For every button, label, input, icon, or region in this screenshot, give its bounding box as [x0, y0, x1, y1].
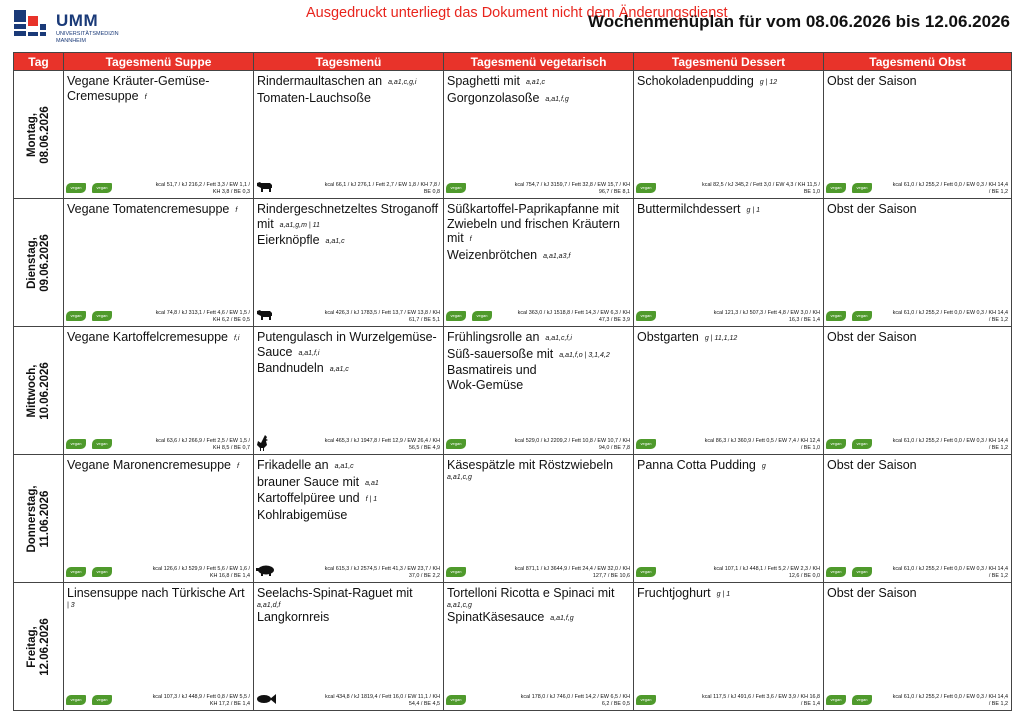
- date: 10.06.2026: [38, 361, 51, 420]
- vegan-leaf-icon: vegan: [92, 439, 112, 449]
- nutrition-info: kcal 61,0 / kJ 255,2 / Fett 0,0 / EW 0,3 / KH 14,4 / BE 1,2: [892, 310, 1008, 323]
- nutrition-info: kcal 434,8 / kJ 1819,4 / Fett 16,0 / EW 11,1 / KH 54,4 / BE 4,5: [325, 694, 440, 707]
- nutrition-info: kcal 615,3 / kJ 2574,5 / Fett 41,3 / EW 23,7 / KH 37,0 / BE 2,2: [324, 566, 440, 579]
- diet-icons: [636, 563, 662, 576]
- dish-line: [257, 491, 440, 508]
- menu-cell-main: [254, 199, 444, 327]
- vegan-leaf-icon: vegan: [92, 567, 112, 577]
- column-header-soup: Tagesmenü Suppe: [64, 53, 254, 71]
- diet-icons: [446, 179, 472, 192]
- fish-icon: [256, 691, 276, 709]
- dish-text: [444, 583, 633, 626]
- diet-icons: [256, 563, 276, 576]
- allergen-codes: a,a1,f,o | 3,1,4,2: [559, 351, 610, 359]
- diet-icons: [256, 691, 276, 704]
- diet-icons: [446, 307, 498, 320]
- dish-text: [444, 71, 633, 107]
- dish-line: [827, 74, 1008, 89]
- vegan-leaf-icon: vegan: [636, 183, 656, 193]
- dish-line: [637, 202, 820, 219]
- dish-name: Obst der Saison: [827, 74, 917, 88]
- dish-line: [827, 330, 1008, 345]
- dish-line: [257, 475, 440, 492]
- dish-line: [257, 202, 440, 217]
- day-cell: [14, 71, 64, 199]
- nutrition-info: kcal 363,0 / kJ 1518,8 / Fett 14,3 / EW 6,3 / KH 47,3 / BE 3,9: [517, 310, 630, 323]
- diet-icons: [826, 691, 878, 704]
- dish-name: Süßkartoffel-Paprikapfanne mit: [447, 202, 620, 216]
- column-header-dessert: Tagesmenü Dessert: [634, 53, 824, 71]
- dish-name: SpinatKäsesauce: [447, 609, 545, 624]
- diet-icons: [636, 307, 662, 320]
- weekday: Donnerstag,: [25, 484, 38, 553]
- vegan-leaf-icon: vegan: [446, 695, 466, 705]
- menu-cell-soup: [64, 71, 254, 199]
- menu-cell-fruit: [824, 455, 1012, 583]
- diet-icons: [66, 691, 118, 704]
- dish-line: [257, 233, 440, 250]
- nutrition-info: kcal 86,3 / kJ 360,9 / Fett 0,5 / EW 7,4 / KH 12,4 / BE 1,0: [704, 438, 820, 451]
- menu-header-row: [14, 53, 1012, 71]
- dish-line: [447, 378, 630, 393]
- menu-cell-vegetarian: [444, 455, 634, 583]
- dish-name: Weizenbrötchen: [447, 247, 538, 262]
- allergen-codes: a,a1,c: [329, 366, 349, 373]
- menu-cell-fruit: [824, 199, 1012, 327]
- menu-cell-vegetarian: [444, 583, 634, 711]
- day-label: [26, 485, 52, 552]
- dish-line: [257, 586, 440, 601]
- weekday: Montag,: [25, 112, 38, 157]
- vegan-leaf-icon: vegan: [852, 439, 872, 449]
- dish-line: [827, 458, 1008, 473]
- dish-text: [634, 199, 823, 219]
- nutrition-info: kcal 107,1 / kJ 448,1 / Fett 5,2 / EW 2,3 / KH 12,6 / BE 0,0: [713, 566, 820, 579]
- nutrition-info: kcal 66,1 / kJ 276,1 / Fett 2,7 / EW 1,8 / KH 7,8 / BE 0,8: [324, 182, 440, 195]
- allergen-codes: a,a1,f,g: [545, 95, 569, 103]
- dish-text: [254, 71, 443, 105]
- nutrition-info: kcal 465,3 / kJ 1947,8 / Fett 12,9 / EW 26,4 / KH 56,5 / BE 4,9: [324, 438, 440, 451]
- vegan-leaf-icon: vegan: [852, 311, 872, 321]
- umm-logo: [14, 10, 154, 50]
- vegan-leaf-icon: vegan: [826, 695, 846, 705]
- diet-icons: [826, 563, 878, 576]
- vegan-leaf-icon: vegan: [636, 439, 656, 449]
- dish-name: Eierknöpfle: [257, 233, 320, 247]
- dish-name: Kartoffelpüree und: [257, 491, 360, 505]
- menu-cell-soup: [64, 455, 254, 583]
- menu-cell-dessert: [634, 455, 824, 583]
- vegan-leaf-icon: vegan: [826, 439, 846, 449]
- dish-name: Linsensuppe nach Türkische Art: [67, 586, 245, 600]
- nutrition-info: kcal 426,3 / kJ 1783,5 / Fett 13,7 / EW 13,8 / KH 61,7 / BE 5,1: [324, 310, 440, 323]
- allergen-codes: a,a1,c,g: [447, 473, 472, 481]
- dish-line: [447, 91, 630, 108]
- day-label: [26, 234, 52, 292]
- column-header-day: Tag: [14, 53, 64, 71]
- vegan-leaf-icon: vegan: [852, 183, 872, 193]
- dish-line: [257, 74, 440, 91]
- column-header-vegetarian: Tagesmenü vegetarisch: [444, 53, 634, 71]
- menu-cell-main: [254, 583, 444, 711]
- allergen-codes: a,a1,f,g: [550, 614, 574, 622]
- menu-cell-dessert: [634, 199, 824, 327]
- dish-line: [67, 202, 250, 219]
- dish-line: [257, 91, 440, 106]
- dish-name: Cremesuppe: [67, 88, 139, 103]
- dish-name: mit: [257, 216, 274, 231]
- vegan-leaf-icon: vegan: [66, 567, 86, 577]
- menu-cell-vegetarian: [444, 199, 634, 327]
- day-row: [14, 71, 1012, 199]
- allergen-codes: a,a1,a3,f: [543, 252, 571, 260]
- logo-subtitle: UNIVERSITÄTSMEDIZIN MANNHEIM: [56, 31, 119, 44]
- vegan-leaf-icon: vegan: [66, 439, 86, 449]
- dish-name: Langkornreis: [257, 609, 330, 624]
- dish-text: [254, 199, 443, 250]
- vegan-leaf-icon: vegan: [636, 695, 656, 705]
- dish-name: Zwiebeln und frischen Kräutern: [447, 216, 621, 231]
- nutrition-info: kcal 121,3 / kJ 507,3 / Fett 4,8 / EW 3,0 / KH 16,3 / BE 1,4: [713, 310, 820, 323]
- cow-icon: [256, 179, 274, 197]
- vegan-leaf-icon: vegan: [852, 695, 872, 705]
- dish-name: Buttermilchdessert: [637, 202, 741, 216]
- dish-name: Rindermaultaschen an: [257, 74, 383, 88]
- dish-line: [447, 363, 630, 378]
- date: 11.06.2026: [38, 490, 51, 547]
- allergen-codes: a,a1,d,f: [257, 601, 281, 609]
- dish-line: [447, 217, 630, 232]
- date: 08.06.2026: [38, 105, 51, 164]
- vegan-leaf-icon: vegan: [826, 311, 846, 321]
- date: 09.06.2026: [38, 233, 51, 292]
- chicken-icon: [256, 435, 270, 456]
- nutrition-info: kcal 61,0 / kJ 255,2 / Fett 0,0 / EW 0,3 / KH 14,4 / BE 1,2: [892, 182, 1008, 195]
- weekday: Mittwoch,: [25, 363, 38, 418]
- allergen-codes: f: [469, 236, 472, 243]
- menu-cell-main: [254, 327, 444, 455]
- menu-cell-dessert: [634, 583, 824, 711]
- diet-icons: [256, 307, 274, 320]
- dish-line: [257, 330, 440, 345]
- vegan-leaf-icon: vegan: [66, 311, 86, 321]
- vegan-leaf-icon: vegan: [446, 183, 466, 193]
- diet-icons: [446, 435, 472, 448]
- dish-line: [447, 347, 630, 364]
- dish-line: [257, 217, 440, 234]
- dish-text: [634, 71, 823, 91]
- vegan-leaf-icon: vegan: [446, 567, 466, 577]
- dish-line: [447, 610, 630, 627]
- allergen-codes: a,a1,c: [525, 79, 546, 86]
- dish-name: Vegane Tomatencremesuppe: [67, 202, 230, 216]
- cow-icon: [256, 307, 274, 325]
- menu-cell-fruit: [824, 327, 1012, 455]
- dish-name: mit: [447, 231, 464, 245]
- menu-cell-soup: [64, 199, 254, 327]
- dish-text: [254, 327, 443, 378]
- day-cell: [14, 455, 64, 583]
- dish-text: [824, 327, 1011, 345]
- dish-line: [827, 202, 1008, 217]
- menu-table: [13, 52, 1012, 711]
- dish-text: [254, 583, 443, 624]
- dish-name: Vegane Maronencremesuppe: [67, 458, 232, 472]
- vegan-leaf-icon: vegan: [92, 695, 112, 705]
- dish-name: Obst der Saison: [827, 202, 917, 216]
- allergen-codes: g: [761, 463, 766, 470]
- dish-name: Vegane Kräuter-Gemüse-: [67, 74, 210, 88]
- vegan-leaf-icon: vegan: [636, 567, 656, 577]
- dish-name: Kohlrabigemüse: [257, 507, 348, 522]
- dish-name: Gorgonzolasoße: [447, 90, 540, 105]
- dish-name: Wok-Gemüse: [447, 377, 524, 392]
- dish-line: [827, 586, 1008, 601]
- menu-cell-fruit: [824, 71, 1012, 199]
- vegan-leaf-icon: vegan: [92, 183, 112, 193]
- dish-line: [447, 458, 630, 473]
- dish-line: [447, 202, 630, 217]
- dish-name: Bandnudeln: [257, 361, 324, 375]
- dish-name: Käsespätzle mit Röstzwiebeln: [447, 458, 614, 472]
- diet-icons: [256, 435, 270, 448]
- dish-line: [637, 330, 820, 347]
- dish-name: Sauce: [257, 344, 293, 359]
- diet-icons: [826, 307, 878, 320]
- dish-line: [637, 586, 820, 603]
- dish-text: [824, 71, 1011, 89]
- nutrition-info: kcal 74,8 / kJ 313,1 / Fett 4,6 / EW 1,5 / KH 6,2 / BE 0,5: [155, 310, 250, 323]
- vegan-leaf-icon: vegan: [826, 183, 846, 193]
- nutrition-info: kcal 754,7 / kJ 3159,7 / Fett 32,8 / EW 15,7 / KH 96,7 / BE 8,1: [514, 182, 630, 195]
- day-row: [14, 455, 1012, 583]
- diet-icons: [446, 563, 472, 576]
- dish-name: Seelachs-Spinat-Raguet mit: [257, 586, 413, 600]
- dish-text: [64, 455, 253, 475]
- vegan-leaf-icon: vegan: [446, 439, 466, 449]
- day-label: [26, 106, 52, 164]
- diet-icons: [636, 179, 662, 192]
- umm-logo-mark: [14, 10, 52, 44]
- vegan-leaf-icon: vegan: [92, 311, 112, 321]
- menu-cell-vegetarian: [444, 71, 634, 199]
- dish-name: Süß-sauersoße mit: [447, 346, 554, 361]
- allergen-codes: f | 1: [365, 496, 378, 503]
- nutrition-info: kcal 63,6 / kJ 266,9 / Fett 2,5 / EW 1,5 / KH 8,5 / BE 0,7: [155, 438, 250, 451]
- dish-name: Frühlingsrolle an: [447, 330, 540, 344]
- allergen-codes: a,a1,c,g: [447, 601, 472, 609]
- dish-line: [447, 586, 630, 601]
- allergen-codes: a,a1,c: [325, 238, 345, 245]
- dish-text: [824, 199, 1011, 217]
- dish-name: Schokoladenpudding: [637, 74, 754, 88]
- nutrition-info: kcal 126,6 / kJ 529,9 / Fett 5,6 / EW 1,6 / KH 16,8 / BE 1,4: [152, 566, 250, 579]
- nutrition-info: kcal 61,0 / kJ 255,2 / Fett 0,0 / EW 0,3 / KH 14,4 / BE 1,2: [892, 566, 1008, 579]
- dish-name: Rindergeschnetzeltes Stroganoff: [257, 202, 439, 216]
- vegan-leaf-icon: vegan: [66, 695, 86, 705]
- diet-icons: [636, 435, 662, 448]
- dish-text: [634, 583, 823, 603]
- vegan-leaf-icon: vegan: [826, 567, 846, 577]
- dish-text: [444, 327, 633, 392]
- dish-line: [447, 231, 630, 248]
- dish-name: Putengulasch in Wurzelgemüse-: [257, 330, 437, 344]
- dish-name: Obst der Saison: [827, 458, 917, 472]
- dish-name: Frikadelle an: [257, 458, 329, 472]
- column-header-fruit: Tagesmenü Obst: [824, 53, 1012, 71]
- vegan-leaf-icon: vegan: [636, 311, 656, 321]
- day-cell: [14, 327, 64, 455]
- allergen-codes: g | 1: [716, 591, 731, 598]
- menu-cell-main: [254, 455, 444, 583]
- dish-text: [824, 455, 1011, 473]
- nutrition-info: kcal 117,5 / kJ 491,6 / Fett 3,6 / EW 3,9 / KH 16,8 / BE 1,4: [702, 694, 820, 707]
- allergen-codes: f: [144, 93, 147, 101]
- date: 12.06.2026: [38, 617, 51, 676]
- nutrition-info: kcal 61,0 / kJ 255,2 / Fett 0,0 / EW 0,3 / KH 14,4 / BE 1,2: [892, 438, 1008, 451]
- dish-text: [64, 71, 253, 105]
- nutrition-info: kcal 61,0 / kJ 255,2 / Fett 0,0 / EW 0,3 / KH 14,4 / BE 1,2: [892, 694, 1008, 707]
- menu-cell-dessert: [634, 71, 824, 199]
- diet-icons: [256, 179, 274, 192]
- allergen-codes: | 3: [67, 601, 75, 609]
- nutrition-info: kcal 529,0 / kJ 2209,2 / Fett 10,8 / EW 10,7 / KH 94,0 / BE 7,8: [514, 438, 630, 451]
- vegan-leaf-icon: vegan: [852, 567, 872, 577]
- day-label: [26, 362, 52, 420]
- dish-name: Obstgarten: [637, 330, 699, 344]
- dish-line: [67, 458, 250, 475]
- dish-text: [254, 455, 443, 522]
- page-title: Wochenmenüplan für vom 08.06.2026 bis 12.06.2026: [587, 12, 1010, 31]
- weekday: Dienstag,: [25, 236, 38, 289]
- menu-cell-main: [254, 71, 444, 199]
- diet-icons: [66, 179, 118, 192]
- day-row: [14, 583, 1012, 711]
- vegan-leaf-icon: vegan: [472, 311, 492, 321]
- diet-icons: [66, 307, 118, 320]
- nutrition-info: kcal 871,1 / kJ 3644,9 / Fett 24,4 / EW 32,0 / KH 127,7 / BE 10,6: [514, 566, 630, 579]
- column-header-main: Tagesmenü: [254, 53, 444, 71]
- nutrition-info: kcal 178,0 / kJ 746,0 / Fett 14,2 / EW 6,5 / KH 6,2 / BE 0,5: [520, 694, 630, 707]
- allergen-codes: a,a1: [365, 479, 379, 487]
- allergen-codes: g | 12: [759, 79, 778, 86]
- menu-cell-vegetarian: [444, 327, 634, 455]
- dish-text: [634, 455, 823, 475]
- dish-name: Panna Cotta Pudding: [637, 458, 756, 472]
- dish-line: [257, 345, 440, 362]
- day-row: [14, 327, 1012, 455]
- change-notice: Ausgedruckt unterliegt das Dokument nicht dem Änderungsdienst: [306, 5, 728, 21]
- dish-name: Basmatireis und: [447, 363, 537, 377]
- diet-icons: [66, 435, 118, 448]
- dish-name: Spaghetti mit: [447, 74, 520, 88]
- allergen-codes: g | 1: [746, 207, 761, 214]
- menu-cell-soup: [64, 327, 254, 455]
- logo-name: UMM: [56, 11, 99, 30]
- allergen-codes: f: [235, 207, 238, 214]
- dish-line: [67, 89, 250, 106]
- nutrition-info: kcal 51,7 / kJ 216,2 / Fett 3,3 / EW 1,1 / KH 3,8 / BE 0,3: [155, 182, 250, 195]
- pig-icon: [256, 563, 276, 581]
- dish-line: [257, 610, 440, 625]
- dish-name: brauner Sauce mit: [257, 474, 360, 489]
- dish-name: Fruchtjoghurt: [637, 586, 711, 600]
- allergen-codes: a,a1,c,g,i: [388, 79, 417, 86]
- dish-line: [67, 586, 250, 601]
- dish-text: [634, 327, 823, 347]
- diet-icons: [636, 691, 662, 704]
- day-row: [14, 199, 1012, 327]
- dish-name: Obst der Saison: [827, 586, 917, 600]
- dish-line: [447, 330, 630, 347]
- dish-name: Vegane Kartoffelcremesuppe: [67, 330, 228, 344]
- day-cell: [14, 583, 64, 711]
- allergen-codes: a,a1,c,f,i: [545, 335, 572, 342]
- nutrition-info: kcal 82,5 / kJ 345,2 / Fett 3,0 / EW 4,3 / KH 11,5 / BE 1,0: [702, 182, 820, 195]
- dish-text: [64, 199, 253, 219]
- diet-icons: [826, 435, 878, 448]
- nutrition-info: kcal 107,3 / kJ 448,9 / Fett 0,8 / EW 5,5 / KH 17,2 / BE 1,4: [152, 694, 250, 707]
- menu-cell-dessert: [634, 327, 824, 455]
- day-cell: [14, 199, 64, 327]
- dish-name: Tomaten-Lauchsoße: [257, 90, 371, 105]
- allergen-codes: a,a1,c: [334, 463, 354, 470]
- allergen-codes: f,i: [234, 335, 240, 342]
- dish-name: Obst der Saison: [827, 330, 917, 344]
- dish-text: [444, 455, 633, 482]
- diet-icons: [446, 691, 472, 704]
- dish-line: [67, 74, 250, 89]
- allergen-codes: a,a1,g,m | 11: [279, 221, 320, 229]
- menu-cell-fruit: [824, 583, 1012, 711]
- dish-line: [447, 248, 630, 265]
- menu-cell-soup: [64, 583, 254, 711]
- dish-line: [67, 330, 250, 347]
- dish-line: [257, 361, 440, 378]
- dish-text: [64, 327, 253, 347]
- weekday: Freitag,: [25, 625, 38, 668]
- diet-icons: [826, 179, 878, 192]
- dish-line: [447, 74, 630, 91]
- allergen-codes: f: [237, 463, 239, 470]
- dish-text: [824, 583, 1011, 601]
- dish-text: [444, 199, 633, 264]
- dish-line: [257, 458, 440, 475]
- diet-icons: [66, 563, 118, 576]
- vegan-leaf-icon: vegan: [446, 311, 466, 321]
- allergen-codes: a,a1,f,i: [298, 349, 320, 357]
- vegan-leaf-icon: vegan: [66, 183, 86, 193]
- day-label: [26, 618, 52, 676]
- dish-line: [257, 508, 440, 523]
- dish-line: [637, 458, 820, 475]
- dish-name: Tortelloni Ricotta e Spinaci mit: [447, 586, 615, 600]
- dish-text: [64, 583, 253, 610]
- allergen-codes: g | 11,1,12: [704, 335, 738, 342]
- dish-line: [637, 74, 820, 91]
